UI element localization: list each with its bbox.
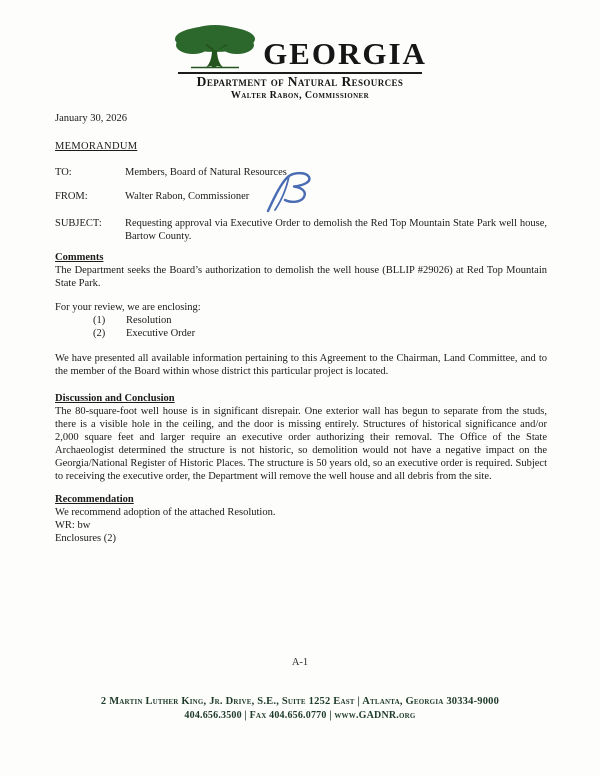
subject-label: SUBJECT:	[55, 218, 102, 229]
signature-scribble-icon	[261, 170, 333, 216]
enclosure-number: (2)	[93, 328, 106, 339]
recommendation-body: We recommend adoption of the attached Resolution.	[55, 507, 276, 518]
org-name: GEORGIA	[263, 36, 427, 71]
enclosures-line: Enclosures (2)	[55, 533, 116, 544]
to-label: TO:	[55, 167, 72, 178]
oak-tree-icon	[173, 24, 259, 70]
comments-heading: Comments	[55, 252, 104, 263]
list-item	[55, 314, 547, 327]
footer-address-line: 2 Martin Luther King, Jr. Drive, S.E., Suite 1252 East | Atlanta, Georgia 30334-9000	[100, 696, 500, 707]
from-label: FROM:	[55, 191, 88, 202]
enclosure-number: (1)	[93, 315, 106, 326]
enclosing-intro: For your review, we are enclosing:	[55, 302, 201, 313]
subject-value: Requesting approval via Executive Order to demolish the Red Top Mountain State Park well house, Bartow County.	[125, 218, 547, 242]
list-item	[55, 327, 547, 340]
discussion-heading: Discussion and Conclusion	[55, 393, 175, 404]
letterhead	[0, 24, 600, 102]
recommendation-heading: Recommendation	[55, 494, 134, 505]
from-value: Walter Rabon, Commissioner	[125, 191, 250, 202]
memo-subject-row	[55, 217, 547, 243]
discussion-body: The 80-square-foot well house is in significant disrepair. One exterior wall has begun to separate from the studs, there is a visible hole in the ceiling, and the door is missing entirely. Structures of historical significance and/or 2,000 square feet and larger require an executive order authorizing their removal. The Office of the State Archaeologist determined the structure is not historic, so demolition would not have a negative impact on the Georgia/National Register of Historic Places. The structure is 50 years old, so an executive order is required. Subject to receiving the executive order, the Department will remove the well house and all debris from the site.	[55, 406, 547, 482]
presented-paragraph: We have presented all available information pertaining to this Agreement to the Chairman, Land Committee, and to the member of the Board within whose district this particular project is located.	[55, 353, 547, 377]
comments-body: The Department seeks the Board’s authorization to demolish the well house (BLLIP #29026) at Red Top Mountain State Park.	[55, 265, 547, 289]
to-value: Members, Board of Natural Resources	[125, 167, 287, 178]
department-name: Department of Natural Resources	[196, 74, 404, 89]
memo-title: MEMORANDUM	[55, 141, 138, 152]
initials-line: WR: bw	[55, 520, 91, 531]
page-footer	[0, 694, 600, 722]
page-number: A-1	[291, 657, 309, 668]
enclosure-label: Resolution	[126, 315, 172, 326]
enclosure-label: Executive Order	[126, 328, 196, 339]
commissioner-name: Walter Rabon, Commissioner	[230, 89, 370, 101]
memo-date: January 30, 2026	[55, 113, 128, 124]
footer-contact-line: 404.656.3500 | Fax 404.656.0770 | www.GADNR.org	[184, 710, 416, 721]
agency-logo	[173, 24, 427, 70]
